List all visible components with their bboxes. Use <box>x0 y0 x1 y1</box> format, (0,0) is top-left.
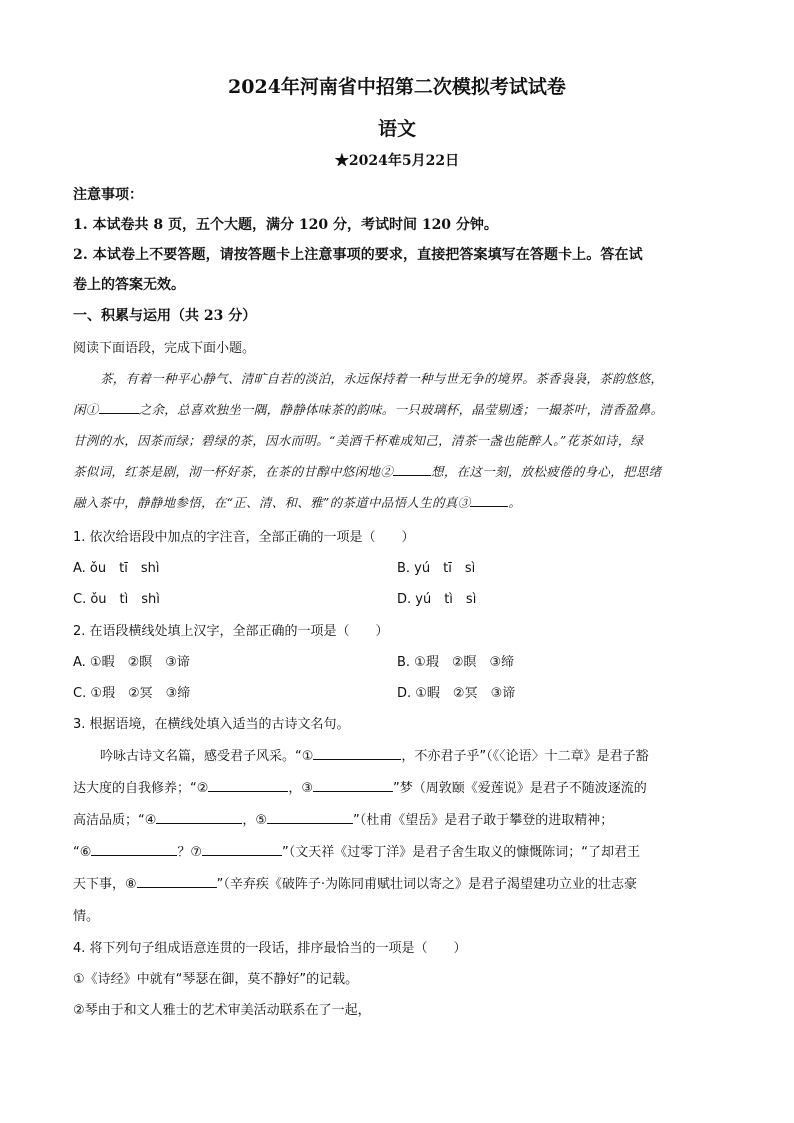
q3-line-4-end: ”（文天祥《过零丁洋》是君子舍生取义的慷慨陈词；“了却君王 <box>282 845 641 860</box>
subject-title: 语文 <box>377 118 416 140</box>
q3-line-2-end: ”梦（周敦颐《爱莲说》是君子不随波逐流的 <box>393 781 647 796</box>
q3-blank-5 <box>267 810 353 824</box>
q3-blank-7 <box>202 842 282 856</box>
q4-sentence-2: ②琴由于和文人雅士的艺术审美活动联系在了一起， <box>73 1003 371 1018</box>
passage-line-5-start: 融入茶中，静静地参悟，在“正、清、和、雅”的茶道中品悟人生的真③ <box>73 495 471 510</box>
q3-line-3-end: ”（杜甫《望岳》是君子敢于攀登的进取精神； <box>353 813 614 828</box>
passage-line-2 <box>73 400 663 418</box>
section-1-heading: 一、积累与运用（共 23 分） <box>73 308 257 324</box>
q3-blank-1 <box>313 746 401 760</box>
q1-stem: 1. 依次给语段中加点的字注音，全部正确的一项是（ ） <box>73 530 415 545</box>
q3-blank-8 <box>137 874 217 888</box>
notice-item-2-line-1: 2. 本试卷上不要答题，请按答题卡上注意事项的要求，直接把答案填写在答题卡上。答在试 <box>73 247 643 263</box>
q1-option-d: D. yú tì sì <box>397 592 477 607</box>
passage-line-2-start: 闲① <box>73 402 99 417</box>
q4-stem: 4. 将下列句子组成语意连贯的一段话，排序最恰当的一项是（ ） <box>73 941 467 956</box>
passage-line-4 <box>73 462 661 480</box>
passage-line-4-end: 想，在这一刻，放松疲倦的身心，把思绪 <box>431 464 662 479</box>
passage-line-5-end: 。 <box>508 495 522 510</box>
q3-line-6: 情。 <box>73 909 100 924</box>
q3-line-4-start: “⑥ <box>73 845 92 860</box>
q3-line-3-start: 高洁品质；“④ <box>73 813 157 828</box>
blank-1 <box>99 400 139 414</box>
exam-date: ★2024年5月22日 <box>334 153 460 169</box>
q3-blank-2 <box>208 778 288 792</box>
q3-line-1-end: ，不亦君子乎”（《〈论语〉十二章》是君子豁 <box>401 749 649 764</box>
q2-stem: 2. 在语段横线处填上汉字，全部正确的一项是（ ） <box>73 624 389 639</box>
notice-item-2-line-2: 卷上的答案无效。 <box>73 277 185 293</box>
passage-line-2-end: 之余，总喜欢独坐一隅，静静体味茶的韵味。一只玻璃杯，晶莹剔透；一撮茶叶，清香盈鼻。 <box>138 402 664 417</box>
q2-option-b: B. ①瑕 ②瞑 ③缔 <box>397 655 515 670</box>
q3-stem: 3. 根据语境，在横线处填入适当的古诗文名句。 <box>73 717 350 732</box>
q3-blank-6 <box>91 842 177 856</box>
q3-line-3 <box>73 809 613 828</box>
q2-option-d: D. ①暇 ②冥 ③谛 <box>397 686 516 701</box>
section-1-intro: 阅读下面语段，完成下面小题。 <box>73 341 256 356</box>
q4-sentence-1: ①《诗经》中就有“琴瑟在御，莫不静好”的记载。 <box>73 972 359 987</box>
q3-line-4-mid: ？⑦ <box>177 845 203 860</box>
passage-line-3: 甘洌的水，因茶而绿；碧绿的茶，因水而明。“美酒千杯难成知己，清茶一盏也能醉人。”花茶如诗，绿 <box>73 433 644 448</box>
blank-3 <box>470 493 508 507</box>
q2-option-a: A. ①暇 ②瞑 ③谛 <box>73 655 190 670</box>
q3-line-4 <box>73 841 640 860</box>
q2-option-c: C. ①瑕 ②冥 ③缔 <box>73 686 191 701</box>
q3-blank-4 <box>156 810 242 824</box>
blank-2 <box>393 462 431 476</box>
q3-line-5 <box>73 873 637 892</box>
q3-blank-3 <box>313 778 393 792</box>
q3-line-1 <box>100 745 649 764</box>
notice-item-1: 1. 本试卷共 8 页，五个大题，满分 120 分，考试时间 120 分钟。 <box>73 217 498 233</box>
q1-option-a: A. ǒu tī shì <box>73 561 160 576</box>
q3-line-2-start: 达大度的自我修养；“② <box>73 781 209 796</box>
q3-line-1-start: 吟咏古诗文名篇，感受君子风采。“① <box>100 749 314 764</box>
q1-option-b: B. yú tī sì <box>397 561 476 576</box>
page-title: 2024年河南省中招第二次模拟考试试卷 <box>228 76 566 98</box>
q3-line-5-end: ”（辛弃疾《破阵子·为陈同甫赋壮词以寄之》是君子渴望建功立业的壮志豪 <box>216 877 638 892</box>
q3-line-5-start: 天下事，⑧ <box>73 877 137 892</box>
q1-option-c: C. ǒu tì shì <box>73 592 160 607</box>
q3-line-2 <box>73 777 647 796</box>
notice-heading: 注意事项： <box>73 187 143 203</box>
passage-line-5 <box>73 493 521 511</box>
passage-line-4-start: 茶似词，红茶是剧，沏一杯好茶，在茶的甘醇中悠闲地② <box>73 464 394 479</box>
q3-line-2-mid: ，③ <box>288 781 314 796</box>
q3-line-3-mid: ，⑤ <box>242 813 268 828</box>
passage-line-1: 茶，有着一种平心静气、清旷自若的淡泊，永远保持着一种与世无争的境界。茶香袅袅，茶韵悠悠， <box>100 371 664 386</box>
